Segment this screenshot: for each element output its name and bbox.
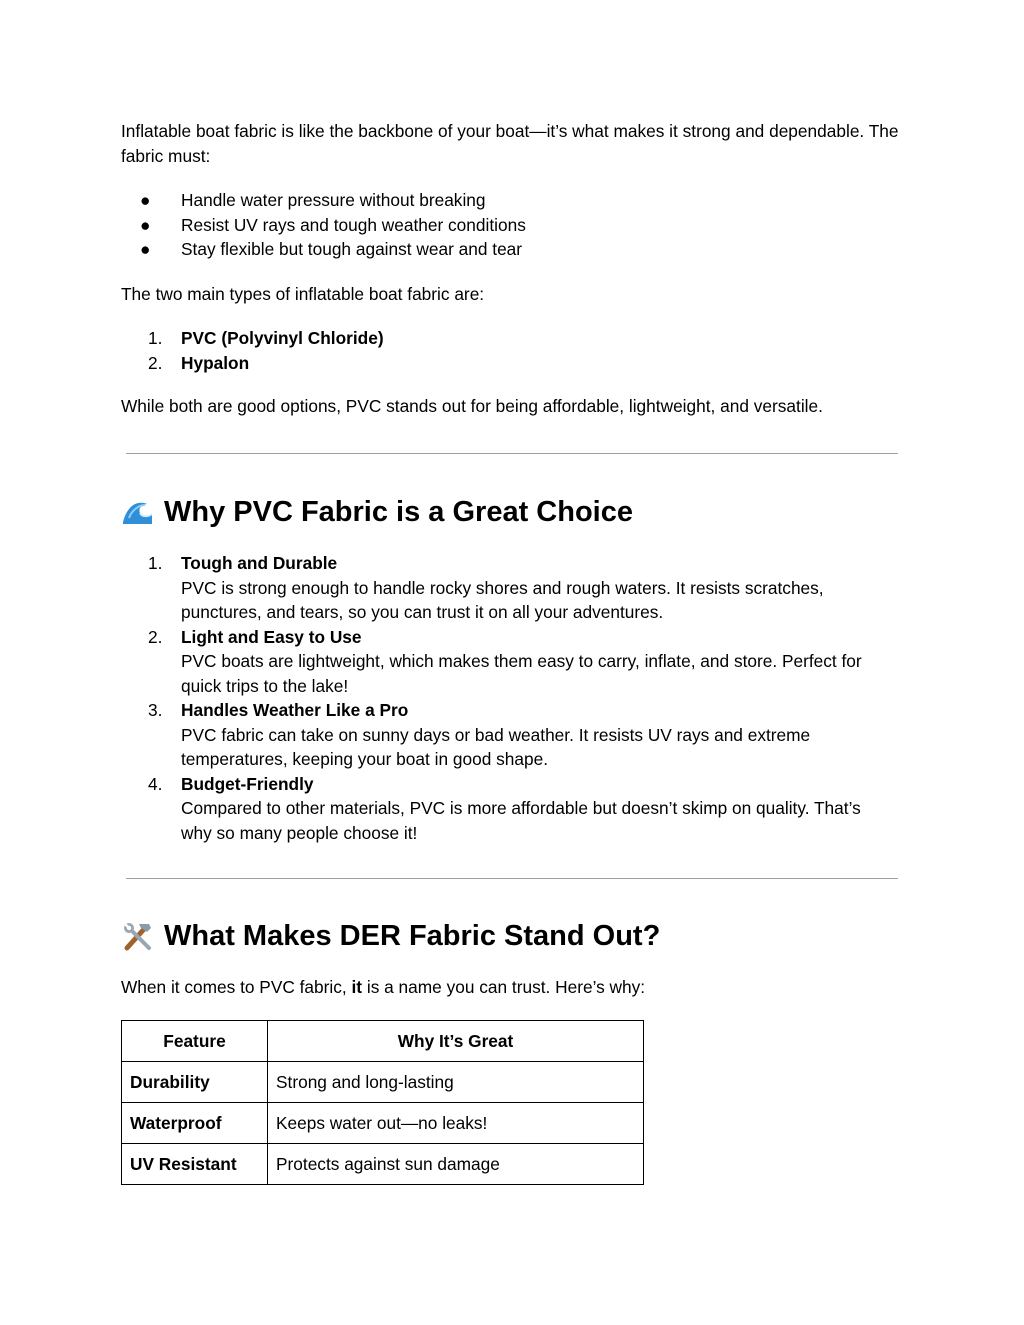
intro-text: When it comes to PVC fabric, — [121, 977, 352, 997]
list-item — [121, 625, 881, 699]
heading-text: Why PVC Fabric is a Great Choice — [164, 496, 633, 528]
bullet-marker: ● — [140, 239, 151, 259]
list-number: 2. — [148, 352, 163, 373]
section-heading-der-fabric — [121, 918, 660, 954]
list-item — [121, 237, 526, 262]
list-number: 3. — [148, 700, 163, 720]
list-item — [121, 772, 881, 846]
features-table — [121, 1020, 644, 1185]
list-item — [121, 188, 526, 213]
intro-paragraph: Inflatable boat fabric is like the backbone of your boat—it’s what makes it strong and dependable. The fabric must: — [121, 121, 899, 166]
intro-text: is a name you can trust. Here’s why: — [362, 977, 646, 997]
reason-title: Tough and Durable — [181, 553, 338, 573]
table-row — [122, 1144, 644, 1185]
reason-text: PVC fabric can take on sunny days or bad weather. It resists UV rays and extreme temperatures, keeping your boat in good shape. — [181, 724, 811, 769]
fabric-types-list — [121, 326, 384, 375]
horizontal-divider — [126, 878, 898, 879]
list-number: 2. — [148, 626, 163, 647]
benefit-cell: Protects against sun damage — [268, 1144, 644, 1185]
intro-bold-text: it — [351, 977, 363, 997]
table-row — [122, 1062, 644, 1103]
reason-title: Light and Easy to Use — [181, 626, 362, 647]
section-heading-why-pvc — [121, 494, 633, 530]
feature-cell: Waterproof — [122, 1103, 268, 1144]
requirements-list — [121, 188, 526, 262]
list-item-text: Handle water pressure without breaking — [181, 190, 486, 210]
list-item-text: Hypalon — [181, 352, 250, 373]
reason-title: Handles Weather Like a Pro — [181, 700, 409, 720]
heading-text: What Makes DER Fabric Stand Out? — [164, 920, 661, 952]
list-item-text: Stay flexible but tough against wear and tear — [181, 239, 523, 259]
reason-text: Compared to other materials, PVC is more affordable but doesn’t skimp on quality. That’s why so many people choose it! — [181, 798, 861, 843]
hammer-and-wrench-icon — [121, 920, 155, 952]
benefit-cell: Keeps water out—no leaks! — [268, 1103, 644, 1144]
pvc-reasons-list — [121, 551, 881, 845]
list-number: 4. — [148, 773, 163, 794]
feature-cell: UV Resistant — [122, 1144, 268, 1185]
list-item — [121, 551, 881, 625]
horizontal-divider — [126, 453, 898, 454]
list-item-text: PVC (Polyvinyl Chloride) — [181, 328, 384, 348]
table-row — [122, 1103, 644, 1144]
der-intro-paragraph — [121, 975, 645, 1000]
list-item — [121, 213, 526, 238]
comparison-paragraph: While both are good options, PVC stands out for being affordable, lightweight, and versatile. — [121, 396, 823, 416]
reason-title: Budget-Friendly — [181, 773, 314, 794]
benefit-cell: Strong and long-lasting — [268, 1062, 644, 1103]
table-header-cell: Why It’s Great — [268, 1021, 644, 1062]
bullet-marker: ● — [140, 214, 151, 235]
list-item — [121, 326, 384, 351]
table-header-cell: Feature — [122, 1021, 268, 1062]
list-item-text: Resist UV rays and tough weather conditions — [181, 214, 526, 235]
list-number: 1. — [148, 553, 163, 573]
feature-cell: Durability — [122, 1062, 268, 1103]
wave-icon — [121, 496, 155, 528]
bullet-marker: ● — [140, 190, 151, 210]
reason-text: PVC is strong enough to handle rocky shores and rough waters. It resists scratches, punctures, and tears, so you can trust it on all your adventures. — [181, 577, 824, 622]
table-header-row — [122, 1021, 644, 1062]
reason-text: PVC boats are lightweight, which makes them easy to carry, inflate, and store. Perfect for quick trips to the lake! — [181, 651, 862, 696]
types-intro-paragraph: The two main types of inflatable boat fabric are: — [121, 284, 485, 304]
list-number: 1. — [148, 328, 163, 348]
list-item — [121, 698, 881, 772]
list-item — [121, 351, 384, 376]
